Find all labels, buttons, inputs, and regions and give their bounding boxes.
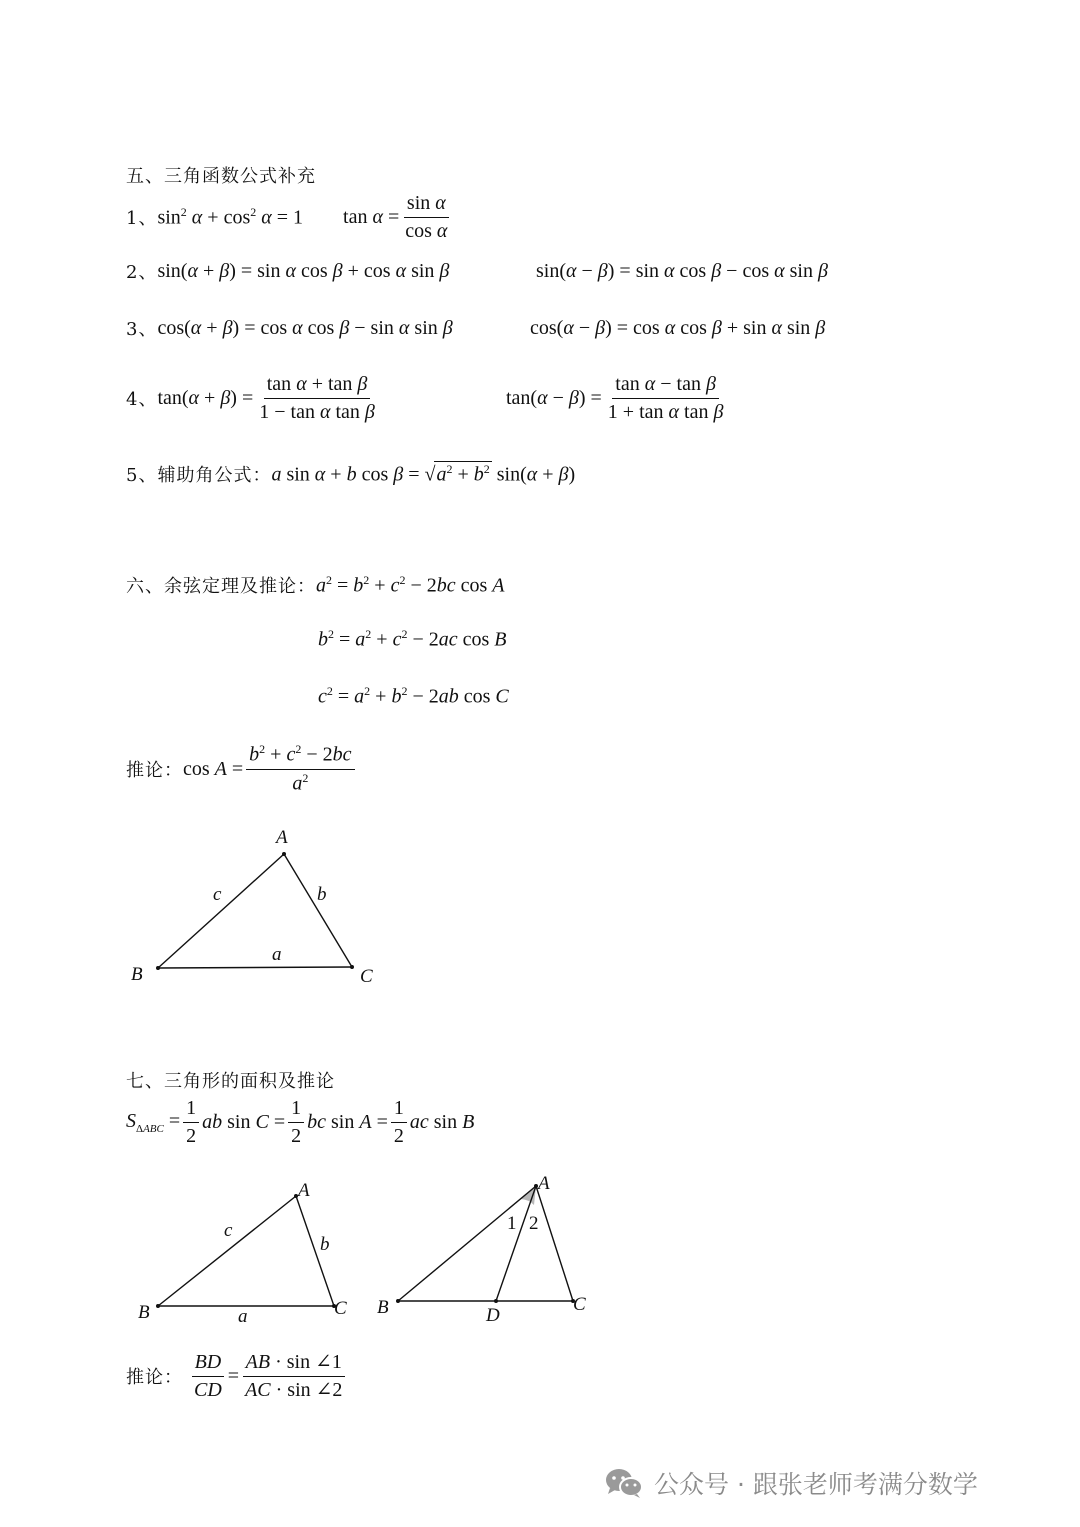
vertex-C-label: C [573,1294,586,1315]
watermark-text: 公众号 · 跟张老师考满分数学 [654,1470,978,1499]
triangle-diagram-2 [120,1170,370,1330]
formula-2: 2、 sin(α + β) = sin α cos β + cos α sin β sin(α − β) = sin α cos β − cos α sin β [126,259,828,283]
section6-corollary-label: 推论： [126,760,183,781]
watermark [604,1463,978,1503]
vertex-A-label: A [276,827,288,848]
item-number-4: 4、 [126,389,158,410]
formula-1: 1、 $\sin^2 \alpha + \cos^2 \alpha = 1$ tan α = $\frac{\text{sin α}}{\text{cos α}}$ [126,191,448,242]
vertex-B-label: B [377,1297,389,1318]
side-c-label: c [213,884,222,905]
section5-heading: 五、三角函数公式补充 [126,166,316,187]
auxiliary-angle-label: 5、辅助角公式： [126,465,272,486]
triangle-diagram-1 [120,820,390,990]
cosine-law-a: 六、余弦定理及推论： $a^2 = b^2 + c^2 - 2bc$ cos A [126,572,505,597]
side-b-label: b [320,1234,330,1255]
cosine-corollary: 推论： cos A = $\frac{b^2 + c^2 - 2bc}{a^2}$ [126,740,358,798]
formula-5: 5、辅助角公式： a sin α + b $\cos \beta = √a^2 + b^2$ sin(α + β) [126,462,576,486]
vertex-A-label: A [298,1180,310,1201]
side-c-label: c [224,1220,233,1241]
item-number-1: 1、 [126,208,158,229]
vertex-B-label: B [131,964,143,985]
angle-2-label: 2 [529,1213,539,1234]
formula-4: 4、 tan(α + β) = $\frac{\text{tan α + tan β}}{\text{1 − tan α tan β}}$ tan(α − β) = $\frac{\text{tan α − tan β}}{\text{1 + tan α tan β}}$ [126,372,724,423]
area-formula: $S_{\Delta ABC}$ = $\frac{1}{2}$ ab sin C = $\frac{1}{2}$ bc sin A = $\frac{1}{2}$ ac sin B [126,1096,475,1147]
section6-heading: 六、余弦定理及推论： [126,576,316,597]
vertex-A-label: A [538,1173,550,1194]
vertex-C-label: C [360,966,373,987]
vertex-B-label: B [138,1302,150,1323]
vertex-D-label: D [486,1305,500,1326]
area-corollary: 推论： $\frac{BD}{CD}$ = $\frac{AB \cdot \sin \angle 1}{AC \cdot \sin \angle 2}$ [126,1346,348,1406]
angle-1-label: 1 [507,1213,517,1234]
triangle-diagram-3 [370,1168,600,1333]
cosine-law-c: $c^2 = a^2 + b^2 - 2ab$ cos C [318,684,509,708]
section7-heading: 七、三角形的面积及推论 [126,1071,335,1092]
section7-corollary-label: 推论： [126,1367,183,1388]
item-number-3: 3、 [126,319,158,340]
item-number-2: 2、 [126,262,158,283]
vertex-C-label: C [334,1298,347,1319]
formula-3: 3、 cos(α + β) = cos α cos β − sin α sin β cos(α − β) = cos α cos β + sin α sin β [126,316,826,340]
side-a-label: a [238,1306,248,1327]
cosine-law-b: $b^2 = a^2 + c^2 - 2ac$ cos B [318,627,507,651]
side-b-label: b [317,884,327,905]
wechat-icon [604,1467,644,1499]
side-a-label: a [272,944,282,965]
